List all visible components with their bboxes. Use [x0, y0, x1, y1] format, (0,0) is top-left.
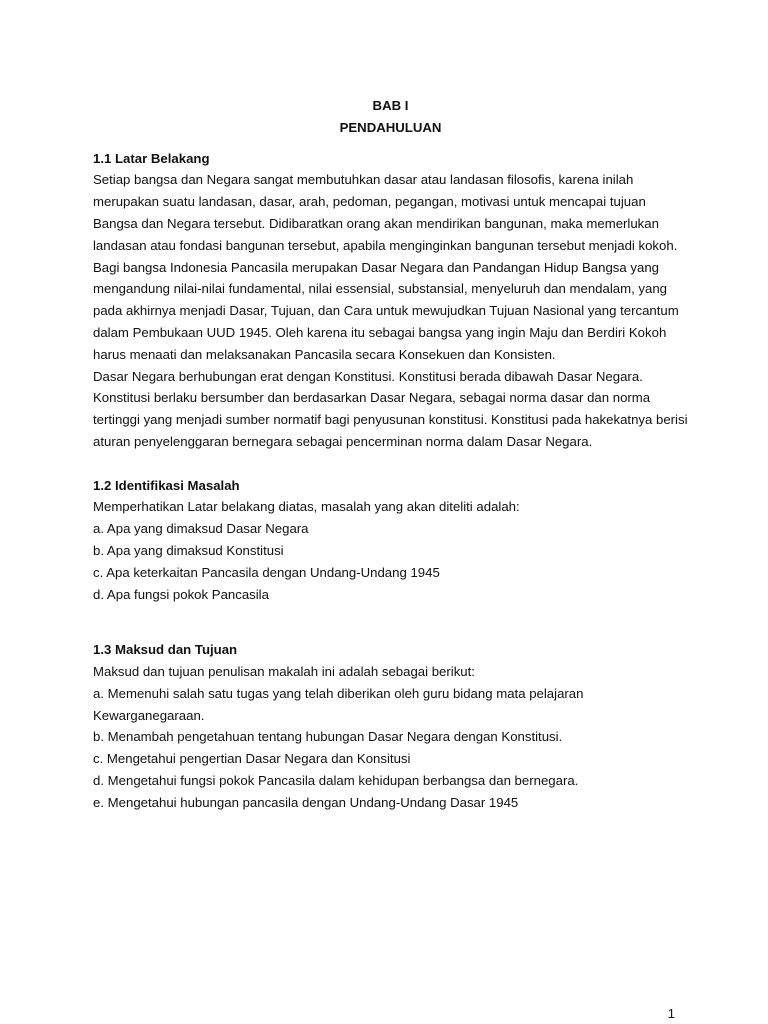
list-item: e. Mengetahui hubungan pancasila dengan Undang-Undang Dasar 1945	[93, 794, 519, 810]
list-item: b. Apa yang dimaksud Konstitusi	[93, 542, 284, 558]
objective-list	[93, 683, 688, 814]
list-item: d. Mengetahui fungsi pokok Pancasila dalam kehidupan berbangsa dan bernegara.	[93, 772, 579, 788]
section-heading: 1.3 Maksud dan Tujuan	[93, 642, 238, 658]
page-number: 1	[667, 1006, 675, 1021]
spacer	[93, 453, 688, 475]
list-item: a. Memenuhi salah satu tugas yang telah diberikan oleh guru bidang mata pelajaran Kewarganegaraan.	[93, 685, 584, 723]
section-latar-belakang	[93, 148, 688, 453]
chapter-label: BAB I	[372, 98, 409, 113]
list-item: d. Apa fungsi pokok Pancasila	[93, 586, 269, 602]
section-heading: 1.2 Identifikasi Masalah	[93, 477, 240, 493]
page-content	[93, 95, 688, 814]
list-item: c. Apa keterkaitan Pancasila dengan Undang-Undang 1945	[93, 564, 440, 580]
section-heading: 1.1 Latar Belakang	[93, 150, 210, 166]
list-item: b. Menambah pengetahuan tentang hubungan Dasar Negara dengan Konstitusi.	[93, 729, 563, 745]
spacer	[93, 605, 688, 627]
paragraph: Bagi bangsa Indonesia Pancasila merupakan Dasar Negara dan Pandangan Hidup Bangsa yang mengandung nilai-nilai fundamental, nilai essensial, substansial, menyeluruh dan mendalam, yang pada akhirnya menjadi Dasar, Tujuan, dan Cara untuk mewujudkan Tujuan Nasional yang tercantum dalam Pembukaan UUD 1945. Oleh karena itu sebagai bangsa yang ingin Maju dan Berdiri Kokoh harus menaati dan melaksanakan Pancasila secara Konsekuen dan Konsisten.	[93, 259, 679, 362]
spacer	[93, 627, 688, 639]
section-identifikasi-masalah	[93, 475, 688, 606]
list-item: c. Mengetahui pengertian Dasar Negara dan Konsitusi	[93, 751, 411, 767]
problem-list	[93, 518, 688, 605]
list-item: a. Apa yang dimaksud Dasar Negara	[93, 521, 309, 537]
section-intro: Memperhatikan Latar belakang diatas, masalah yang akan diteliti adalah:	[93, 499, 520, 515]
chapter-title: PENDAHULUAN	[339, 119, 442, 135]
section-maksud-tujuan	[93, 639, 688, 813]
paragraph: Dasar Negara berhubungan erat dengan Konstitusi. Konstitusi berada dibawah Dasar Negara. Konstitusi berlaku bersumber dan berdasarkan Dasar Negara, sebagai norma dasar dan norma tertinggi yang menjadi sumber normatif bagi penyusunan konstitusi. Konstitusi pada hakekatnya berisi aturan penyelenggaran bernegara sebagai pencerminan norma dalam Dasar Negara.	[93, 368, 688, 449]
paragraph: Setiap bangsa dan Negara sangat membutuhkan dasar atau landasan filosofis, karena inilah merupakan suatu landasan, dasar, arah, pedoman, pegangan, motivasi untuk mencapai tujuan Bangsa dan Negara tersebut. Didibaratkan orang akan mendirikan bangunan, maka memerlukan landasan atau fondasi bangunan tersebut, apabila menginginkan bangunan tersebut menjadi kokoh.	[93, 172, 678, 253]
section-intro: Maksud dan tujuan penulisan makalah ini adalah sebagai berikut:	[93, 663, 475, 679]
